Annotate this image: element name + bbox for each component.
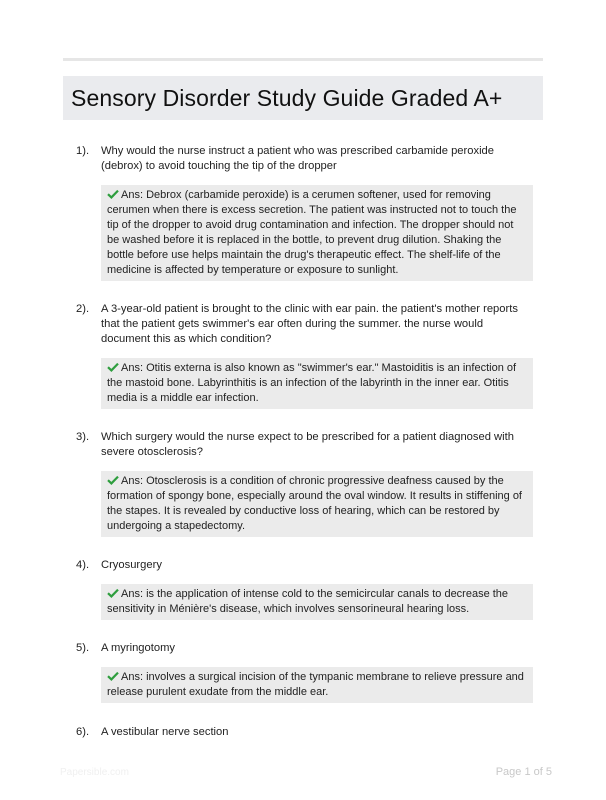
- page-title: Sensory Disorder Study Guide Graded A+: [71, 84, 503, 111]
- question-number: 6).: [76, 726, 90, 738]
- question-text: A 3-year-old patient is brought to the clinic with ear pain. the patient's mother reports that the patient gets swimmer's ear often during the summer. the nurse would document this as which condition?: [101, 303, 518, 345]
- answer-box: [101, 471, 533, 537]
- question-text: Why would the nurse instruct a patient who was prescribed carbamide peroxide (debrox) to avoid touching the tip of the dropper: [101, 145, 495, 172]
- answer-box: [101, 584, 533, 620]
- checkmark-icon: [107, 671, 119, 681]
- answer-text: Ans: is the application of intense cold to the semicircular canals to decrease the sensitivity in Ménière's disease, which involves sensorineural hearing loss.: [107, 588, 509, 615]
- question-text: Cryosurgery: [101, 559, 162, 571]
- question-number: 5).: [76, 642, 90, 654]
- qa-item-2: [63, 302, 543, 409]
- page-number: Page 1 of 5: [495, 766, 552, 778]
- qa-item-6: [63, 725, 543, 740]
- question-text: A myringotomy: [101, 642, 175, 654]
- checkmark-icon: [107, 588, 119, 598]
- qa-item-5: [63, 641, 543, 703]
- answer-text: Ans: Otitis externa is also known as "swimmer's ear." Mastoiditis is an infection of the mastoid bone. Labyrinthitis is an infection of the labyrinth in the inner ear. Otitis media is a middle ear infection.: [107, 362, 517, 404]
- question-number: 2).: [76, 303, 90, 315]
- answer-text: Ans: involves a surgical incision of the tympanic membrane to relieve pressure and release purulent exudate from the middle ear.: [107, 671, 524, 698]
- answer-box: [101, 358, 533, 409]
- qa-item-3: [63, 430, 543, 537]
- footer-site-watermark: Papersible.com: [60, 767, 129, 778]
- checkmark-icon: [107, 475, 119, 485]
- answer-box: [101, 667, 533, 703]
- question-number: 4).: [76, 559, 90, 571]
- question-text: A vestibular nerve section: [101, 726, 229, 738]
- checkmark-icon: [107, 362, 119, 372]
- answer-text: Ans: Debrox (carbamide peroxide) is a cerumen softener, used for removing cerumen when there is excess secretion. The patient was instructed not to touch the tip of the dropper to avoid drug contamination and infection. The dropper should not be washed before it is replaced in the bottle, to prevent drug dilution. Shaking the bottle before use helps maintain the drug's therapeutic effect. The shelf-life of the medicine is affected by temperature or exposure to sunlight.: [107, 189, 517, 276]
- checkmark-icon: [107, 189, 119, 199]
- answer-text: Ans: Otosclerosis is a condition of chronic progressive deafness caused by the formation of spongy bone, especially around the oval window. It results in stiffening of the stapes. It is revealed by conductive loss of hearing, which can be restored by undergoing a stapedectomy.: [107, 475, 522, 532]
- qa-item-1: [63, 144, 543, 281]
- top-divider: [63, 58, 543, 61]
- qa-item-4: [63, 558, 543, 620]
- title-banner: [63, 76, 543, 120]
- answer-box: [101, 185, 533, 281]
- question-text: Which surgery would the nurse expect to be prescribed for a patient diagnosed with severe otosclerosis?: [101, 431, 514, 458]
- question-number: 3).: [76, 431, 90, 443]
- question-number: 1).: [76, 145, 90, 157]
